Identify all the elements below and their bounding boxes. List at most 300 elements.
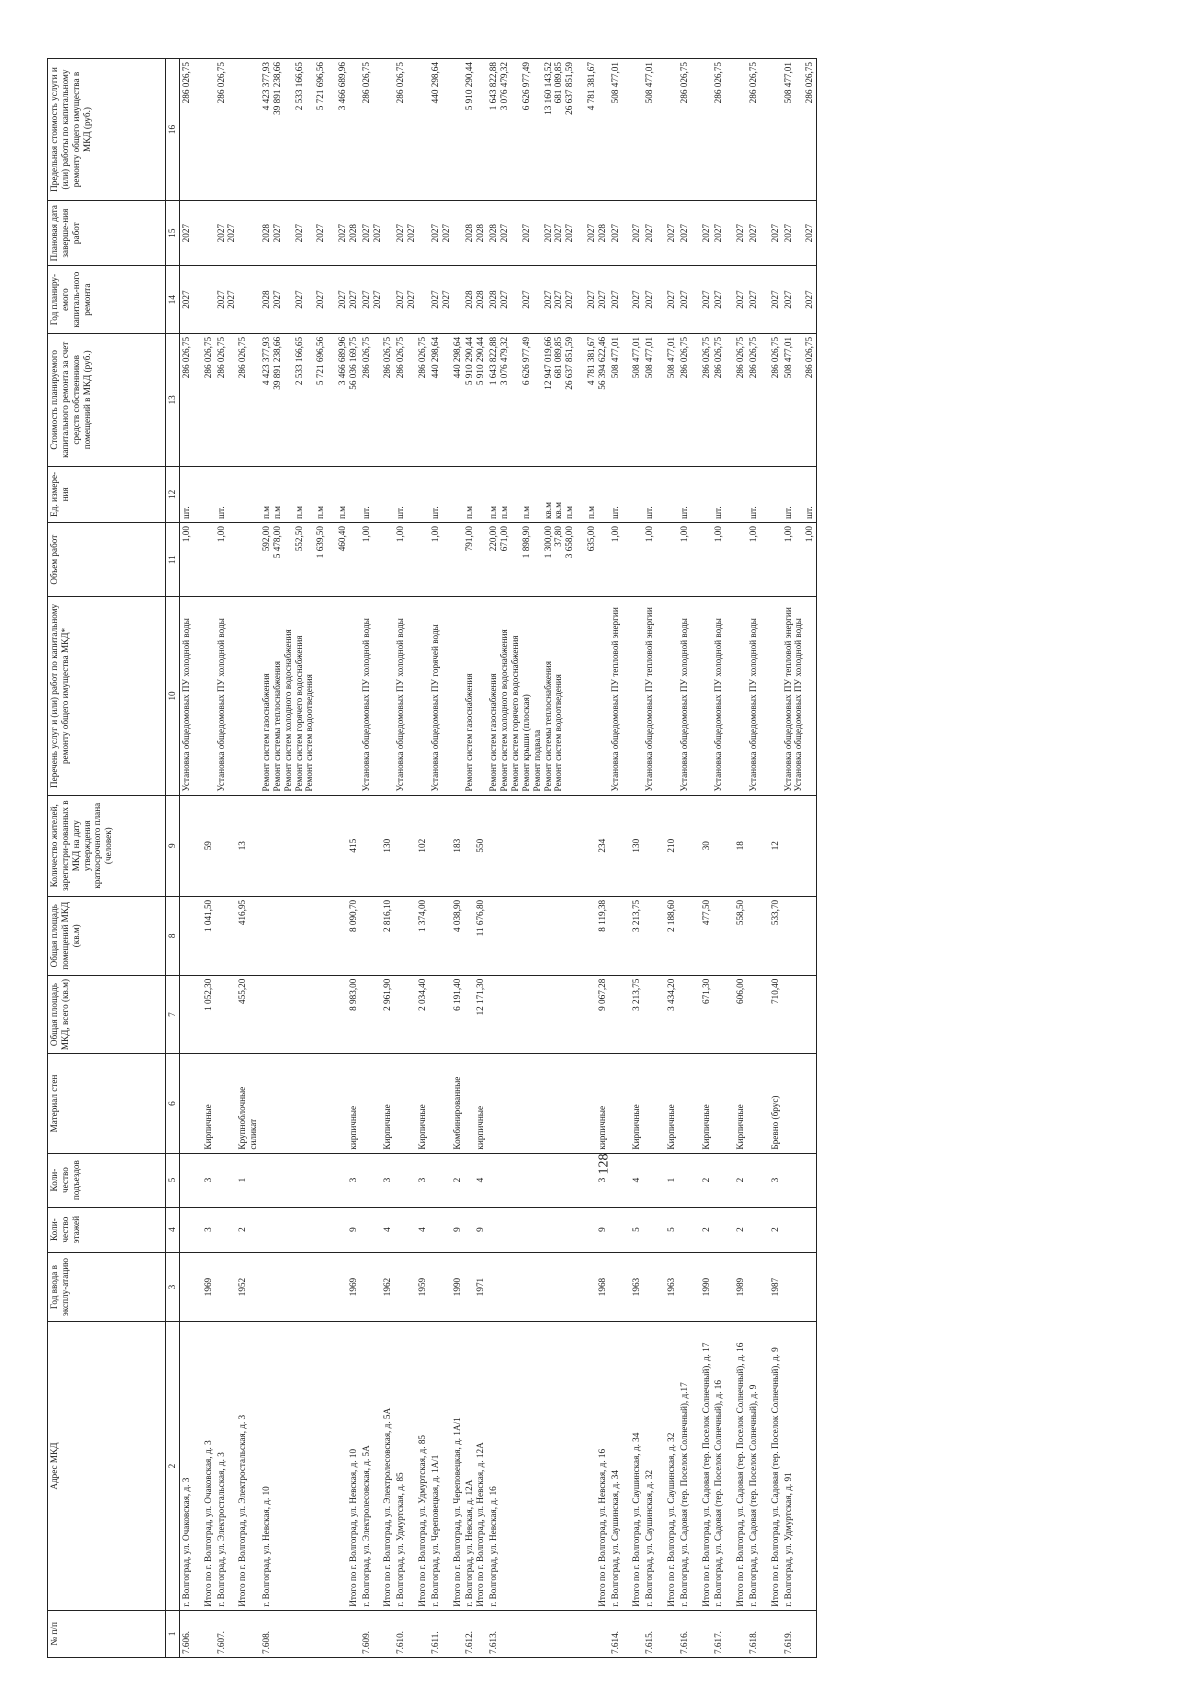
cell-line: 2027 bbox=[782, 223, 793, 243]
cell-floors bbox=[260, 1207, 360, 1252]
cell-entrances bbox=[215, 1153, 260, 1207]
cell-line: г. Волгоград, ул. Невская, д. 12А bbox=[464, 1479, 475, 1607]
cell-max-cost bbox=[180, 59, 215, 201]
cell-line: 3 bbox=[382, 1177, 393, 1183]
cell-line bbox=[655, 1057, 666, 1149]
cell-line: 286 026,75 bbox=[804, 336, 815, 379]
header-cell: Ед. измере-ния bbox=[48, 466, 166, 522]
cell-line bbox=[759, 204, 770, 262]
cell-repair-year bbox=[180, 266, 215, 334]
cell-line bbox=[679, 900, 690, 972]
cell-planned-cost bbox=[712, 333, 747, 466]
cell-line bbox=[521, 1057, 532, 1149]
cell-line bbox=[655, 799, 666, 893]
cell-address bbox=[712, 1322, 747, 1610]
cell-line bbox=[326, 526, 337, 593]
cell-line bbox=[724, 337, 735, 463]
cell-line: 415 bbox=[347, 838, 358, 853]
cell-work-list bbox=[215, 597, 260, 795]
cell-total-area bbox=[360, 975, 395, 1054]
cell-line bbox=[261, 900, 272, 972]
cell-line: шт. bbox=[395, 506, 406, 520]
cell-line: 3 434,20 bbox=[665, 978, 676, 1011]
cell-line: 8 090,70 bbox=[347, 899, 358, 933]
cell-line: 2027 bbox=[315, 290, 326, 309]
cell-line bbox=[181, 1211, 192, 1249]
cell-line bbox=[644, 799, 655, 893]
table-row bbox=[609, 59, 644, 1658]
cell-line bbox=[621, 337, 632, 463]
cell-item-number: 7.619. bbox=[782, 1610, 817, 1657]
cell-residents bbox=[678, 795, 713, 896]
cell-line bbox=[326, 900, 337, 972]
cell-repair-year bbox=[782, 266, 817, 334]
cell-line bbox=[283, 1157, 294, 1204]
cell-line bbox=[395, 1256, 406, 1319]
cell-line bbox=[441, 337, 452, 463]
cell-line: 11 676,80 bbox=[475, 899, 486, 937]
cell-repair-year bbox=[463, 266, 487, 334]
cell-line bbox=[521, 799, 532, 893]
cell-completion-date bbox=[712, 201, 747, 266]
cell-line bbox=[304, 470, 315, 519]
cell-line: п.м bbox=[499, 506, 510, 520]
cell-line: Ремонт системы теплоснабжения bbox=[271, 661, 282, 792]
cell-wall-material bbox=[643, 1054, 678, 1153]
cell-line bbox=[644, 979, 655, 1051]
cell-entrances bbox=[260, 1153, 360, 1207]
cell-line bbox=[679, 979, 690, 1051]
table-row bbox=[782, 59, 817, 1658]
cell-line bbox=[621, 979, 632, 1051]
cell-line bbox=[564, 1325, 575, 1606]
cell-line: 2027 bbox=[747, 223, 758, 243]
cell-line bbox=[488, 979, 499, 1051]
cell-line: 1,00 bbox=[360, 526, 371, 543]
cell-line: 1,00 bbox=[395, 526, 406, 543]
cell-line: 3 076 479,32 bbox=[499, 62, 510, 111]
cell-line bbox=[621, 799, 632, 893]
cell-line: Установка общедомовых ПУ горячей воды bbox=[429, 624, 440, 792]
cell-line: 5 721 696,56 bbox=[315, 336, 326, 386]
cell-line bbox=[430, 979, 441, 1051]
cell-line bbox=[499, 1057, 510, 1149]
cell-line bbox=[406, 1057, 417, 1149]
cell-entrances bbox=[487, 1153, 608, 1207]
table-row bbox=[260, 59, 360, 1658]
cell-item-number: 7.611. bbox=[429, 1610, 464, 1657]
cell-line bbox=[759, 900, 770, 972]
cell-work-list bbox=[643, 597, 678, 795]
cell-line bbox=[430, 799, 441, 893]
cell-line bbox=[226, 337, 237, 463]
cell-line bbox=[395, 979, 406, 1051]
cell-premises-area bbox=[609, 896, 644, 975]
cell-planned-cost bbox=[643, 333, 678, 466]
cell-line: 4 423 377,93 bbox=[261, 62, 272, 111]
cell-line bbox=[337, 1057, 348, 1149]
cell-line bbox=[586, 799, 597, 893]
cell-line: Кирпичные bbox=[202, 1104, 213, 1150]
cell-line bbox=[690, 799, 701, 893]
cell-line bbox=[216, 979, 227, 1051]
cell-line: 2 533 166,65 bbox=[293, 336, 304, 386]
cell-line bbox=[326, 1211, 337, 1249]
cell-line bbox=[510, 204, 521, 262]
cell-line bbox=[361, 1157, 372, 1204]
header-cell: № п/п bbox=[48, 1610, 166, 1657]
cell-line bbox=[690, 204, 701, 262]
cell-line: 2027 bbox=[769, 223, 780, 243]
cell-line: 508 477,01 bbox=[631, 336, 642, 379]
cell-line bbox=[586, 1211, 597, 1249]
cell-line: 2027 bbox=[700, 290, 711, 309]
cell-line: 2027 bbox=[585, 223, 596, 243]
cell-line bbox=[406, 799, 417, 893]
cell-line bbox=[610, 1057, 621, 1149]
cell-line: шт. bbox=[215, 506, 226, 520]
col-number: 10 bbox=[166, 597, 180, 795]
cell-line: 13 bbox=[237, 841, 248, 851]
cell-line: 2027 bbox=[564, 223, 575, 243]
cell-line bbox=[724, 799, 735, 893]
cell-line bbox=[713, 1157, 724, 1204]
cell-year-built bbox=[215, 1252, 260, 1322]
cell-line bbox=[553, 799, 564, 893]
cell-line: 533,70 bbox=[769, 899, 780, 926]
col-number: 1 bbox=[166, 1610, 180, 1657]
cell-line bbox=[655, 1256, 666, 1319]
cell-line bbox=[337, 1157, 348, 1204]
cell-line bbox=[430, 1256, 441, 1319]
cell-item-number: 7.618. bbox=[747, 1610, 782, 1657]
cell-line bbox=[521, 1325, 532, 1606]
cell-line: 1 052,30 bbox=[202, 978, 213, 1011]
cell-line bbox=[793, 62, 804, 197]
cell-line bbox=[294, 1325, 305, 1606]
cell-residents bbox=[215, 795, 260, 896]
cell-line: 2 bbox=[735, 1177, 746, 1183]
cell-line: Кирпичные bbox=[417, 1104, 428, 1150]
cell-line bbox=[488, 900, 499, 972]
cell-address bbox=[215, 1322, 260, 1610]
cell-line: Ремонт систем водоотведения bbox=[304, 674, 315, 792]
cell-line: 681 089,85 bbox=[553, 62, 564, 104]
cell-line: шт. bbox=[429, 506, 440, 520]
cell-line bbox=[304, 526, 315, 593]
cell-planned-cost bbox=[463, 333, 487, 466]
cell-line: 286 026,75 bbox=[417, 336, 428, 379]
cell-line: г. Волгоград, ул. Электролесовская, д. 5А bbox=[360, 1445, 371, 1607]
cell-line: 2 bbox=[735, 1227, 746, 1232]
cell-line: 1,00 bbox=[678, 526, 689, 543]
cell-line bbox=[510, 900, 521, 972]
cell-line: п.м bbox=[464, 506, 475, 520]
cell-line bbox=[283, 470, 294, 519]
cell-line: 2028 bbox=[261, 223, 272, 243]
cell-line bbox=[361, 900, 372, 972]
cell-line: 2027 bbox=[713, 290, 724, 309]
col-number: 15 bbox=[166, 201, 180, 266]
cell-line: 220,00 bbox=[488, 526, 499, 552]
cell-line: 2027 bbox=[337, 290, 348, 309]
cell-total-area bbox=[487, 975, 608, 1054]
cell-line bbox=[406, 900, 417, 972]
cell-line bbox=[192, 1057, 203, 1149]
cell-line: г. Волгоград, ул. Электростальская, д. 3 bbox=[215, 1452, 226, 1607]
cell-line: 2 bbox=[769, 1227, 780, 1232]
cell-line bbox=[315, 979, 326, 1051]
cell-line bbox=[304, 1325, 315, 1606]
cell-line bbox=[304, 799, 315, 893]
cell-line: 286 026,75 bbox=[202, 336, 213, 379]
cell-wall-material bbox=[782, 1054, 817, 1153]
col-number: 12 bbox=[166, 466, 180, 522]
cell-line bbox=[532, 1157, 543, 1204]
cell-work-list bbox=[487, 597, 608, 795]
cell-line: 2027 bbox=[215, 290, 226, 309]
cell-line bbox=[499, 1211, 510, 1249]
cell-line: 30 bbox=[700, 841, 711, 851]
cell-line: 4 423 377,93 bbox=[261, 336, 272, 386]
cell-floors bbox=[360, 1207, 395, 1252]
cell-line: 2027 bbox=[542, 290, 553, 309]
cell-line bbox=[713, 799, 724, 893]
cell-line bbox=[361, 1211, 372, 1249]
cell-line: г. Волгоград, ул. Невская, д. 10 bbox=[261, 1486, 272, 1607]
cell-line: шт. bbox=[644, 506, 655, 520]
cell-line: 1 300,00 bbox=[542, 526, 553, 559]
cell-line bbox=[644, 1211, 655, 1249]
cell-total-area bbox=[712, 975, 747, 1054]
cell-line: 3 bbox=[417, 1177, 428, 1183]
cell-line bbox=[326, 979, 337, 1051]
col-number: 14 bbox=[166, 266, 180, 334]
cell-line: 2 816,10 bbox=[382, 899, 393, 933]
repair-plan-table bbox=[47, 58, 817, 1658]
cell-line: 286 026,75 bbox=[713, 62, 724, 104]
cell-residents bbox=[747, 795, 782, 896]
cell-line: 37,80 bbox=[553, 526, 564, 547]
cell-line: Кирпичные bbox=[631, 1104, 642, 1150]
cell-premises-area bbox=[782, 896, 817, 975]
cell-line: 2027 bbox=[406, 290, 417, 309]
cell-line: 3 466 689,96 bbox=[337, 62, 348, 111]
col-number: 3 bbox=[166, 1252, 180, 1322]
cell-line: 12 bbox=[769, 841, 780, 851]
cell-line: 2027 bbox=[631, 223, 642, 243]
cell-line bbox=[326, 1256, 337, 1319]
cell-repair-year bbox=[360, 266, 395, 334]
cell-address bbox=[782, 1322, 817, 1610]
cell-address bbox=[463, 1322, 487, 1610]
cell-entrances bbox=[180, 1153, 215, 1207]
cell-line bbox=[181, 1057, 192, 1149]
cell-work-volume bbox=[463, 523, 487, 597]
cell-total-area bbox=[463, 975, 487, 1054]
cell-line bbox=[464, 979, 475, 1051]
cell-line bbox=[337, 1211, 348, 1249]
cell-entrances bbox=[782, 1153, 817, 1207]
col-number: 4 bbox=[166, 1207, 180, 1252]
cell-line bbox=[553, 979, 564, 1051]
cell-line bbox=[304, 1211, 315, 1249]
cell-line bbox=[326, 1157, 337, 1204]
cell-planned-cost bbox=[747, 333, 782, 466]
cell-line: 2027 bbox=[644, 290, 655, 309]
cell-year-built bbox=[643, 1252, 678, 1322]
cell-line: 4 bbox=[417, 1227, 428, 1232]
cell-line bbox=[499, 900, 510, 972]
cell-line: 5 721 696,56 bbox=[315, 62, 326, 111]
cell-planned-cost bbox=[215, 333, 260, 466]
cell-entrances bbox=[463, 1153, 487, 1207]
cell-line: г. Волгоград, ул. Садовая (тер. Поселок Солнечный), д. 9 bbox=[747, 1384, 758, 1607]
cell-line: кирпичные bbox=[596, 1105, 607, 1150]
cell-line bbox=[216, 1256, 227, 1319]
cell-line bbox=[655, 1157, 666, 1204]
cell-year-built bbox=[487, 1252, 608, 1322]
cell-line: 2027 bbox=[293, 223, 304, 243]
cell-line bbox=[553, 1256, 564, 1319]
cell-work-list bbox=[260, 597, 360, 795]
cell-line: 3 213,75 bbox=[631, 978, 642, 1011]
cell-work-list bbox=[747, 597, 782, 795]
cell-line bbox=[610, 979, 621, 1051]
cell-line: 2027 bbox=[769, 290, 780, 309]
cell-completion-date bbox=[260, 201, 360, 266]
cell-line: 2027 bbox=[553, 223, 564, 243]
cell-line bbox=[261, 799, 272, 893]
cell-premises-area bbox=[260, 896, 360, 975]
page-number: 128 bbox=[596, 1153, 612, 1175]
cell-line bbox=[724, 269, 735, 330]
cell-line bbox=[610, 799, 621, 893]
cell-line: 2027 bbox=[553, 290, 564, 309]
cell-repair-year bbox=[429, 266, 464, 334]
cell-line: 2027 bbox=[347, 290, 358, 309]
header-cell: Перечень услуг и (или) работ по капитальному ремонту общего имущества МКД* bbox=[48, 597, 166, 795]
cell-line: 2028 bbox=[488, 290, 499, 309]
cell-line bbox=[748, 979, 759, 1051]
cell-line: 2 034,40 bbox=[417, 978, 428, 1011]
cell-line: 3 076 479,32 bbox=[499, 336, 510, 386]
cell-line: 2027 bbox=[564, 290, 575, 309]
cell-line bbox=[406, 979, 417, 1051]
cell-total-area bbox=[609, 975, 644, 1054]
cell-line bbox=[575, 799, 586, 893]
cell-line bbox=[216, 900, 227, 972]
cell-line: 440 298,64 bbox=[429, 62, 440, 104]
cell-line: 440 298,64 bbox=[429, 336, 440, 379]
cell-line bbox=[337, 979, 348, 1051]
cell-line: 3 213,75 bbox=[631, 899, 642, 933]
cell-line: 26 637 851,59 bbox=[564, 62, 575, 115]
cell-work-volume bbox=[747, 523, 782, 597]
cell-line bbox=[724, 1211, 735, 1249]
cell-line: Ремонт систем газоснабжения bbox=[488, 673, 499, 792]
cell-work-volume bbox=[260, 523, 360, 597]
cell-year-built bbox=[609, 1252, 644, 1322]
cell-line: 1963 bbox=[665, 1277, 676, 1297]
cell-line: Установка общедомовых ПУ тепловой энергии bbox=[609, 607, 620, 792]
cell-line: 508 477,01 bbox=[644, 62, 655, 104]
cell-wall-material bbox=[215, 1054, 260, 1153]
cell-line: 1 639,50 bbox=[315, 526, 326, 559]
cell-line: 2027 bbox=[499, 223, 510, 243]
cell-line: 286 026,75 bbox=[237, 336, 248, 379]
header-cell: Объем работ bbox=[48, 523, 166, 597]
col-number: 8 bbox=[166, 896, 180, 975]
cell-line bbox=[724, 1325, 735, 1606]
cell-line bbox=[690, 337, 701, 463]
cell-planned-cost bbox=[360, 333, 395, 466]
cell-line: 455,20 bbox=[237, 978, 248, 1004]
cell-premises-area bbox=[463, 896, 487, 975]
cell-line: 2027 bbox=[337, 223, 348, 243]
header-cell: Год планиру-емого капиталь-ного ремонта bbox=[48, 266, 166, 334]
cell-line bbox=[564, 1057, 575, 1149]
cell-work-list bbox=[463, 597, 487, 795]
cell-line: г. Волгоград, ул. Саушинская, д. 32 bbox=[644, 1470, 655, 1607]
cell-line bbox=[713, 1057, 724, 1149]
cell-line bbox=[575, 979, 586, 1051]
cell-line bbox=[543, 1157, 554, 1204]
cell-line: 671,30 bbox=[700, 978, 711, 1004]
col-number: 9 bbox=[166, 795, 180, 896]
cell-line bbox=[553, 1325, 564, 1606]
cell-line: г. Волгоград, ул. Очаковская, д. 3 bbox=[181, 1477, 191, 1607]
cell-max-cost bbox=[429, 59, 464, 201]
cell-line bbox=[575, 269, 586, 330]
cell-line: 6 626 977,49 bbox=[520, 62, 531, 111]
cell-line bbox=[655, 269, 666, 330]
cell-line: 1 041,50 bbox=[202, 899, 213, 933]
cell-line bbox=[748, 799, 759, 893]
cell-line: 12 171,30 bbox=[475, 978, 486, 1016]
cell-line bbox=[406, 1211, 417, 1249]
cell-total-area bbox=[215, 975, 260, 1054]
cell-entrances bbox=[678, 1153, 713, 1207]
cell-line: 550 bbox=[475, 838, 486, 853]
cell-line: 2027 bbox=[371, 290, 382, 309]
cell-max-cost bbox=[394, 59, 429, 201]
cell-line bbox=[499, 1157, 510, 1204]
cell-line bbox=[441, 1057, 452, 1149]
cell-year-built bbox=[180, 1252, 215, 1322]
cell-year-built bbox=[747, 1252, 782, 1322]
cell-floors bbox=[712, 1207, 747, 1252]
cell-line: Ремонт систем холодного водоснабжения bbox=[499, 629, 510, 792]
cell-repair-year bbox=[487, 266, 608, 334]
cell-line bbox=[430, 1211, 441, 1249]
cell-line: 4 781 381,67 bbox=[585, 62, 596, 111]
cell-line: Кирпичные bbox=[735, 1104, 746, 1150]
cell-item-number: 7.607. bbox=[215, 1610, 260, 1657]
cell-line bbox=[326, 799, 337, 893]
table-row bbox=[487, 59, 608, 1658]
cell-line: Итого по г. Волгоград, ул. Невская, д. 16 bbox=[596, 1448, 607, 1607]
cell-planned-cost bbox=[678, 333, 713, 466]
cell-line: 4 bbox=[382, 1227, 393, 1232]
cell-completion-date bbox=[747, 201, 782, 266]
cell-premises-area bbox=[487, 896, 608, 975]
cell-unit bbox=[360, 466, 395, 522]
header-cell: Коли-чество подъездов bbox=[48, 1153, 166, 1207]
cell-line: 710,40 bbox=[769, 978, 780, 1004]
cell-line: 1 898,90 bbox=[520, 526, 531, 559]
cell-line bbox=[575, 1256, 586, 1319]
